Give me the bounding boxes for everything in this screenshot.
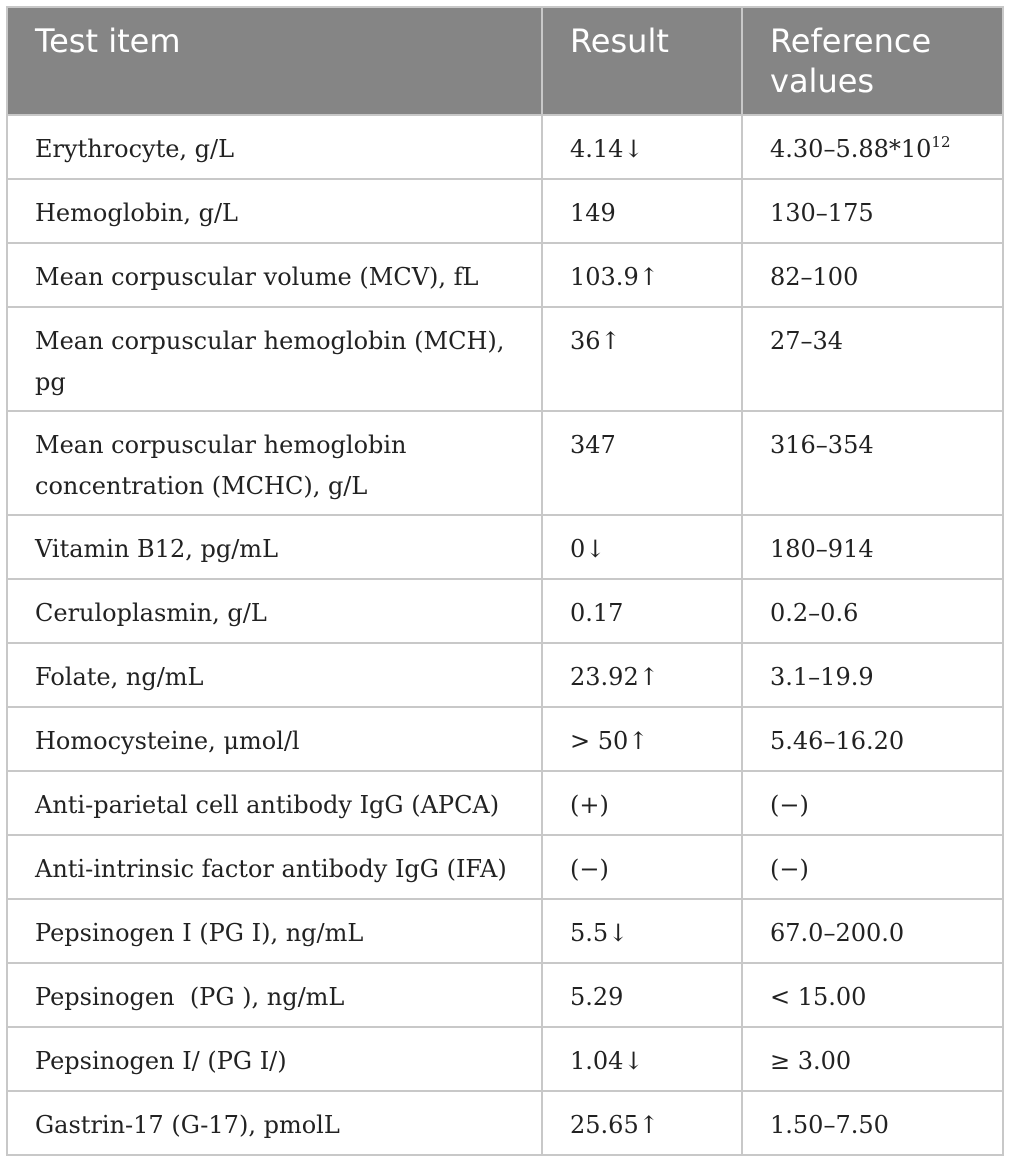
table-row [7, 899, 1003, 963]
cell-test-item: Erythrocyte, g/L [7, 115, 542, 179]
cell-test-item: Mean corpuscular volume (MCV), fL [7, 243, 542, 307]
table-row [7, 771, 1003, 835]
header-row [7, 7, 1003, 115]
cell-reference [742, 115, 1003, 179]
header-result: Result [542, 7, 742, 115]
cell-test-item: Vitamin B12, pg/mL [7, 515, 542, 579]
table-row [7, 1091, 1003, 1155]
table-row [7, 307, 1003, 411]
table-row [7, 515, 1003, 579]
table-row [7, 579, 1003, 643]
cell-reference: 3.1–19.9 [742, 643, 1003, 707]
lab-results-table [6, 6, 1004, 1156]
cell-reference: 5.46–16.20 [742, 707, 1003, 771]
cell-reference: 316–354 [742, 411, 1003, 515]
cell-result: (−) [542, 835, 742, 899]
cell-result: 347 [542, 411, 742, 515]
table-row [7, 243, 1003, 307]
cell-result: 23.92↑ [542, 643, 742, 707]
cell-result: 5.5↓ [542, 899, 742, 963]
cell-test-item: Homocysteine, μmol/l [7, 707, 542, 771]
cell-reference: (−) [742, 771, 1003, 835]
cell-test-item: Folate, ng/mL [7, 643, 542, 707]
cell-result: 25.65↑ [542, 1091, 742, 1155]
cell-result: 5.29 [542, 963, 742, 1027]
cell-reference: 0.2–0.6 [742, 579, 1003, 643]
cell-reference: 130–175 [742, 179, 1003, 243]
cell-reference: 27–34 [742, 307, 1003, 411]
cell-reference: < 15.00 [742, 963, 1003, 1027]
cell-result: 1.04↓ [542, 1027, 742, 1091]
cell-reference: (−) [742, 835, 1003, 899]
cell-test-item: Mean corpuscular hemoglobin concentration (MCHC), g/L [7, 411, 542, 515]
cell-test-item: Gastrin-17 (G-17), pmolL [7, 1091, 542, 1155]
cell-result: 0.17 [542, 579, 742, 643]
cell-test-item: Ceruloplasmin, g/L [7, 579, 542, 643]
header-reference-values: Reference values [742, 7, 1003, 115]
lab-results-table-container [6, 6, 1002, 1156]
cell-test-item: Pepsinogen I (PG I), ng/mL [7, 899, 542, 963]
cell-reference: 82–100 [742, 243, 1003, 307]
cell-result: 103.9↑ [542, 243, 742, 307]
cell-test-item: Anti-parietal cell antibody IgG (APCA) [7, 771, 542, 835]
table-row [7, 643, 1003, 707]
reference-text: 4.30–5.88*10 [770, 135, 932, 163]
table-row [7, 963, 1003, 1027]
cell-test-item: Pepsinogen I/ (PG I/) [7, 1027, 542, 1091]
cell-test-item: Pepsinogen (PG ), ng/mL [7, 963, 542, 1027]
cell-reference: ≥ 3.00 [742, 1027, 1003, 1091]
cell-result: 36↑ [542, 307, 742, 411]
cell-reference: 180–914 [742, 515, 1003, 579]
cell-result: (+) [542, 771, 742, 835]
header-test-item: Test item [7, 7, 542, 115]
cell-result: 4.14↓ [542, 115, 742, 179]
table-row [7, 115, 1003, 179]
table-row [7, 1027, 1003, 1091]
cell-reference: 67.0–200.0 [742, 899, 1003, 963]
cell-test-item: Hemoglobin, g/L [7, 179, 542, 243]
reference-superscript: 12 [931, 133, 951, 151]
cell-result: > 50↑ [542, 707, 742, 771]
table-row [7, 411, 1003, 515]
cell-test-item: Mean corpuscular hemoglobin (MCH), pg [7, 307, 542, 411]
cell-result: 149 [542, 179, 742, 243]
table-row [7, 835, 1003, 899]
cell-result: 0↓ [542, 515, 742, 579]
cell-test-item: Anti-intrinsic factor antibody IgG (IFA) [7, 835, 542, 899]
table-row [7, 707, 1003, 771]
cell-reference: 1.50–7.50 [742, 1091, 1003, 1155]
table-row [7, 179, 1003, 243]
